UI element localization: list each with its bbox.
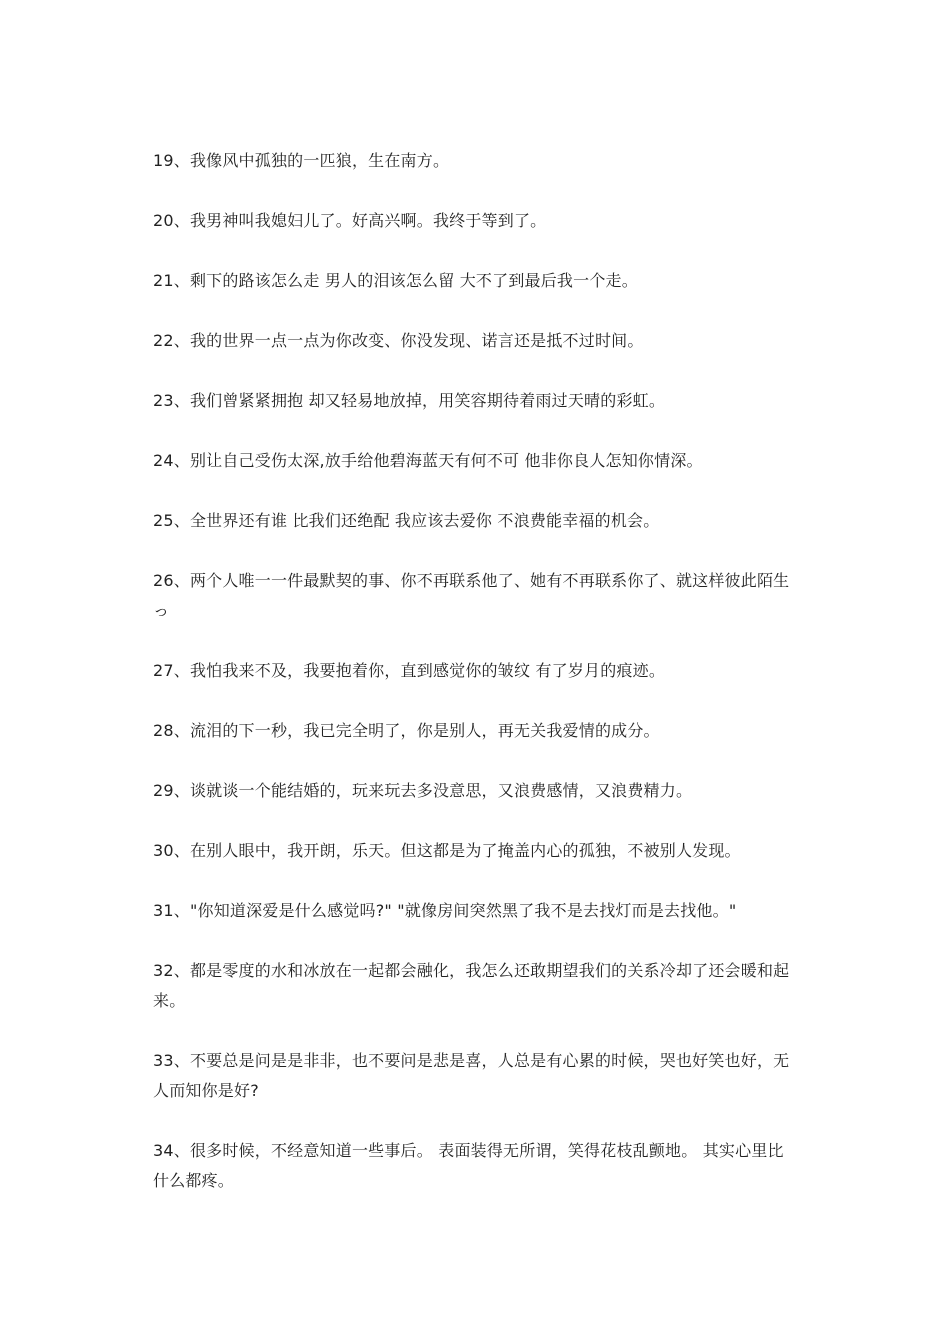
paragraph-31: 31、"你知道深爱是什么感觉吗?" "就像房间突然黑了我不是去找灯而是去找他。": [153, 901, 737, 920]
paragraph-24: 24、别让自己受伤太深,放手给他碧海蓝天有何不可 他非你良人怎知你情深。: [153, 451, 703, 470]
paragraph-22: 22、我的世界一点一点为你改变、你没发现、诺言还是抵不过时间。: [153, 331, 644, 350]
paragraph-19: 19、我像风中孤独的一匹狼，生在南方。: [153, 151, 450, 170]
paragraph-34: 34、很多时候，不经意知道一些事后。 表面装得无所谓，笑得花枝乱颤地。 其实心里比什么都疼。: [153, 1141, 784, 1190]
document-body: [153, 146, 798, 1226]
paragraph-29: 29、谈就谈一个能结婚的，玩来玩去多没意思，又浪费感情，又浪费精力。: [153, 781, 693, 800]
paragraph-21: 21、剩下的路该怎么走 男人的泪该怎么留 大不了到最后我一个走。: [153, 271, 638, 290]
paragraph-26: 26、两个人唯一一件最默契的事、你不再联系他了、她有不再联系你了、就这样彼此陌生っ: [153, 571, 790, 620]
paragraph-28: 28、流泪的下一秒，我已完全明了，你是别人，再无关我爱情的成分。: [153, 721, 660, 740]
paragraph-20: 20、我男神叫我媳妇儿了。好高兴啊。我终于等到了。: [153, 211, 547, 230]
paragraph-30: 30、在别人眼中，我开朗，乐天。但这都是为了掩盖内心的孤独，不被别人发现。: [153, 841, 741, 860]
paragraph-25: 25、全世界还有谁 比我们还绝配 我应该去爱你 不浪费能幸福的机会。: [153, 511, 660, 530]
paragraph-23: 23、我们曾紧紧拥抱 却又轻易地放掉，用笑容期待着雨过天晴的彩虹。: [153, 391, 666, 410]
paragraph-32: 32、都是零度的水和冰放在一起都会融化，我怎么还敢期望我们的关系冷却了还会暖和起来。: [153, 961, 790, 1010]
paragraph-33: 33、不要总是问是是非非，也不要问是悲是喜，人总是有心累的时候，哭也好笑也好，无人而知你是好?: [153, 1051, 790, 1100]
paragraph-27: 27、我怕我来不及，我要抱着你，直到感觉你的皱纹 有了岁月的痕迹。: [153, 661, 666, 680]
